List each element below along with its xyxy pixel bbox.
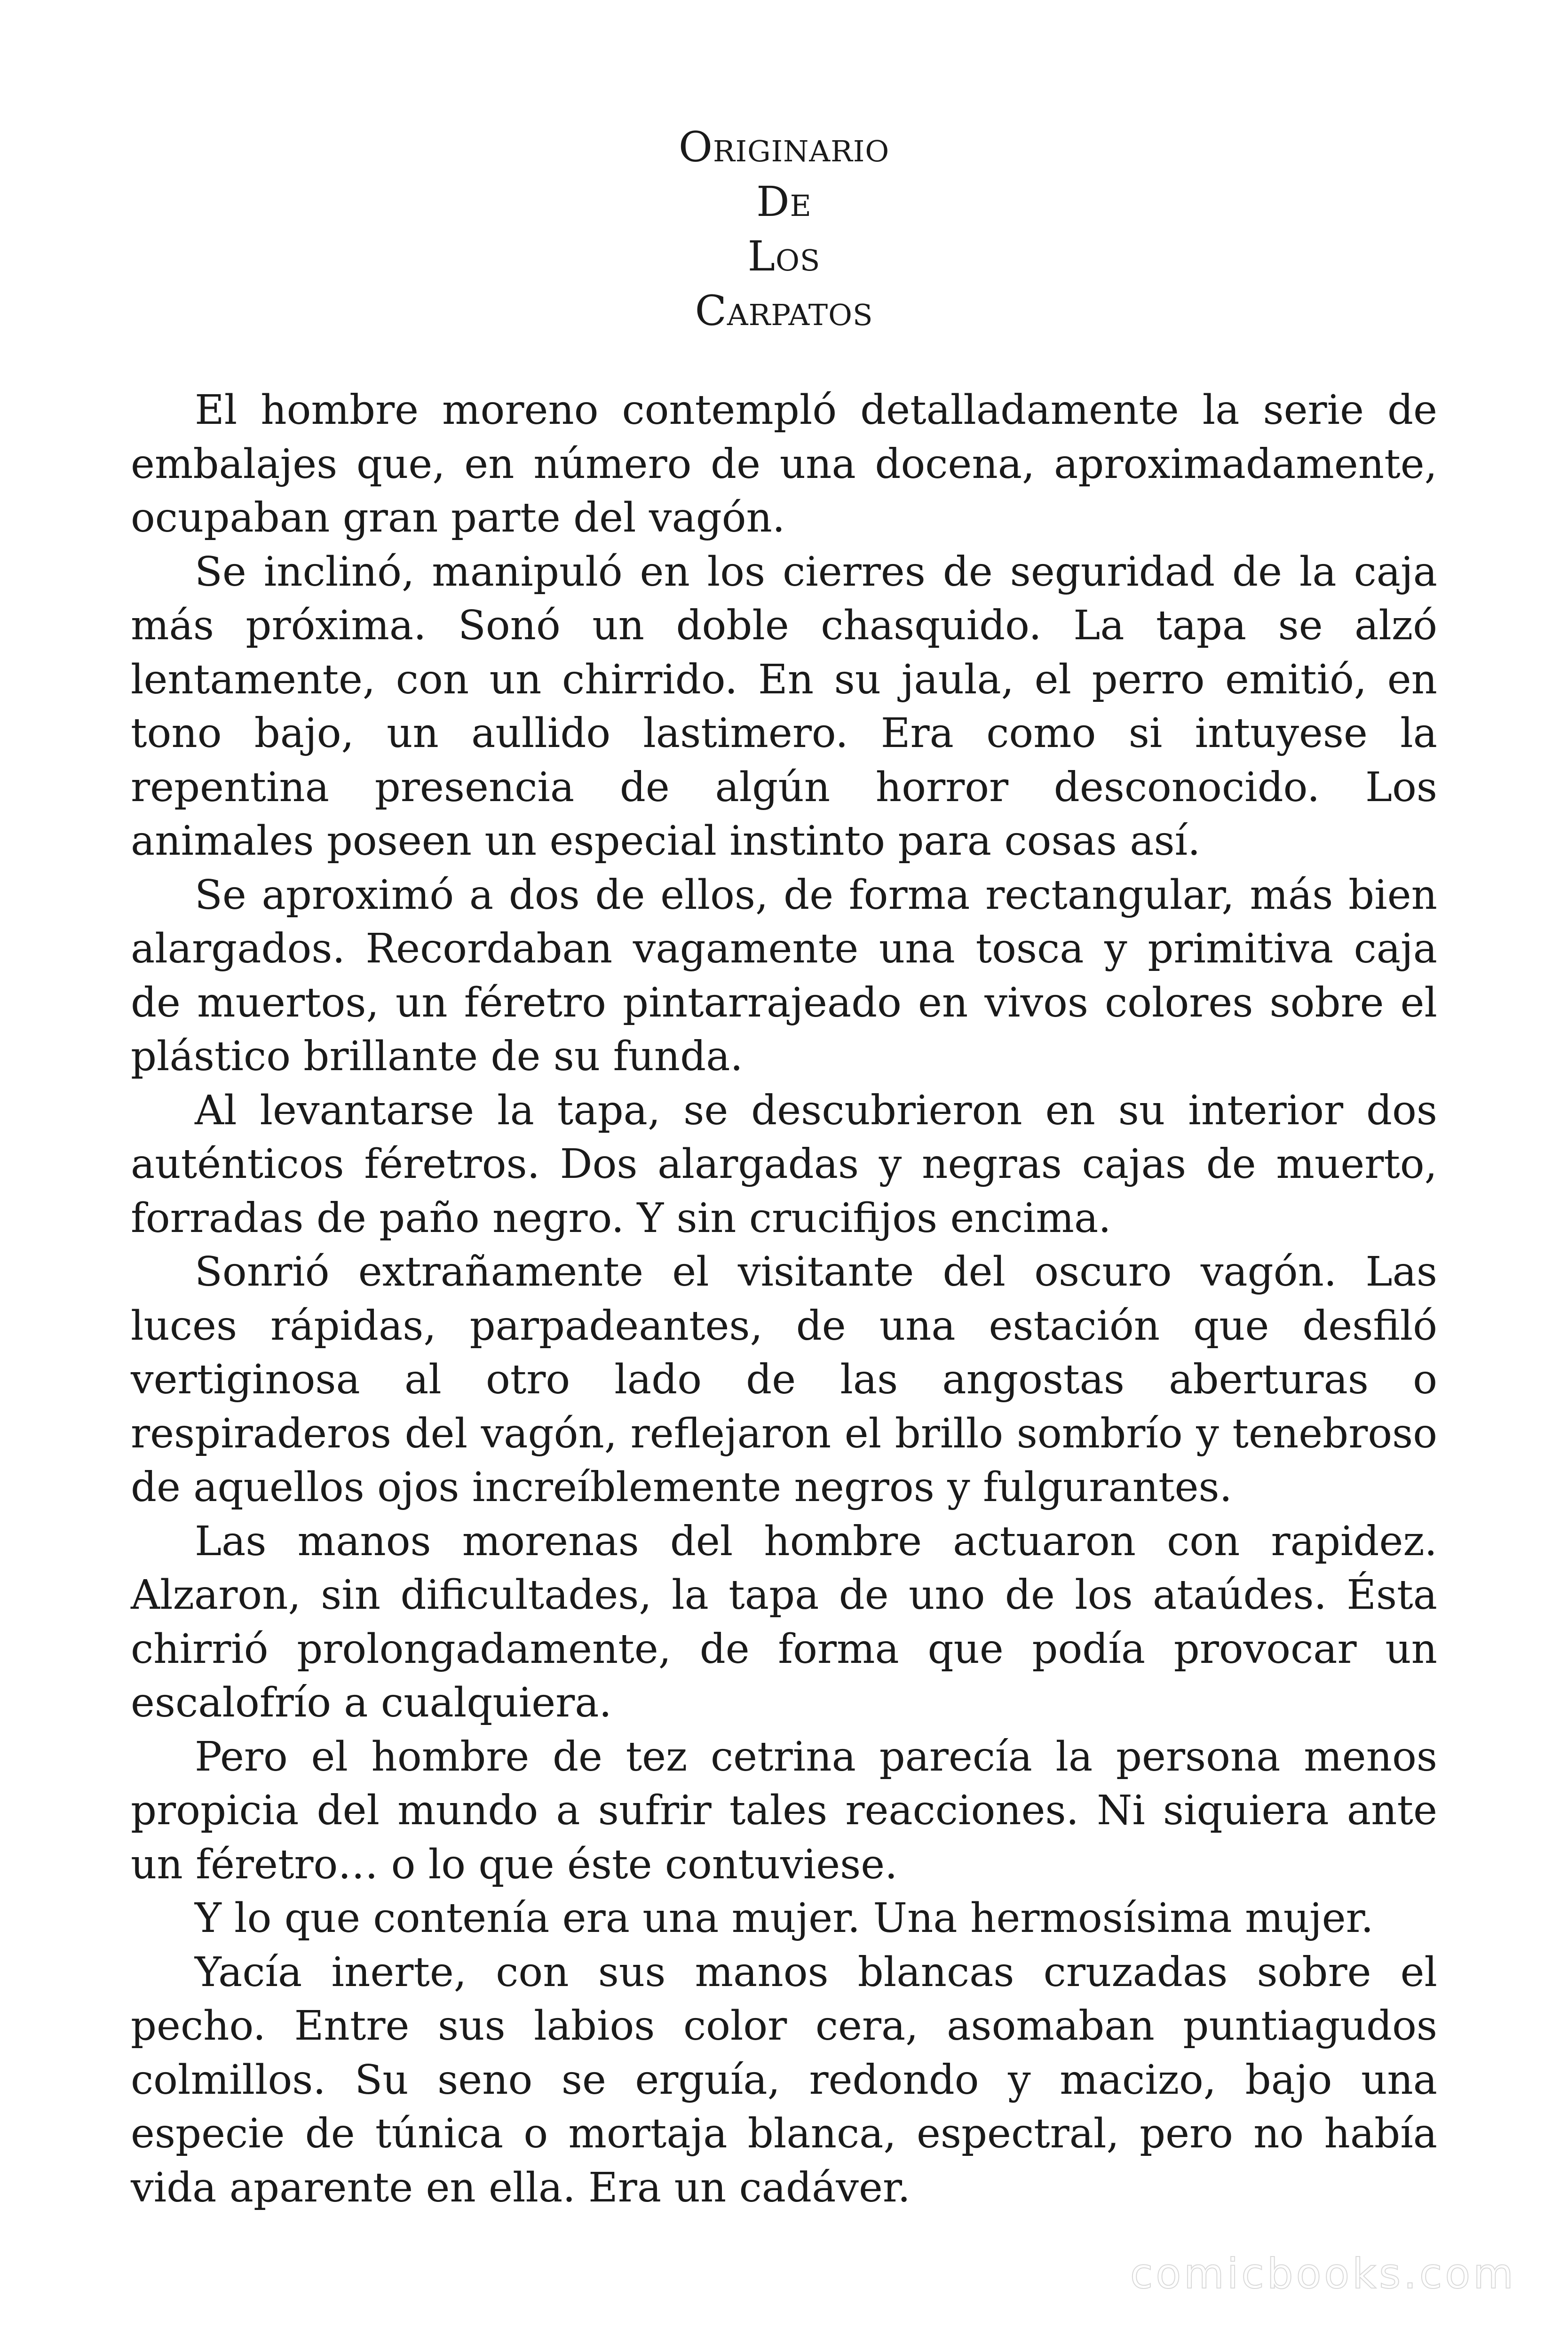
- paragraph: Sonrió extrañamente el visitante del oscuro vagón. Las luces rápidas, parpadeantes, de una estación que desfiló vertiginosa al otro lado de las angostas aberturas o respiraderos del vagón, reflejaron el brillo sombrío y tenebroso de aquellos ojos increíblemente negros y fulgurantes.: [131, 1248, 1437, 1511]
- paragraph: El hombre moreno contempló detalladamente la serie de embalajes que, en número de una docena, aproximadamente, ocupaban gran parte del vagón.: [131, 387, 1437, 541]
- chapter-title-line: Originario: [678, 123, 890, 171]
- paragraph: Y lo que contenía era una mujer. Una hermosísima mujer.: [195, 1895, 1374, 1942]
- paragraph: Yacía inerte, con sus manos blancas cruzadas sobre el pecho. Entre sus labios color cera, asomaban puntiagudos colmillos. Su seno se erguía, redondo y macizo, bajo una especie de túnica o mortaja blanca, espectral, pero no había vida aparente en ella. Era un cadáver.: [131, 1948, 1437, 2211]
- chapter-title-line: Los: [747, 232, 821, 280]
- paragraph: Al levantarse la tapa, se descubrieron en su interior dos auténticos féretros. Dos alargadas y negras cajas de muerto, forradas de paño negro. Y sin crucifijos encima.: [131, 1087, 1437, 1242]
- paragraph: Las manos morenas del hombre actuaron con rapidez. Alzaron, sin dificultades, la tapa de uno de los ataúdes. Ésta chirrió prolongadamente, de forma que podía provocar un escalofrío a cualquiera.: [131, 1518, 1437, 1726]
- watermark: comicbooks.com: [1130, 2249, 1516, 2298]
- body-text: [131, 383, 1437, 2215]
- chapter-title-line: De: [756, 177, 812, 226]
- paragraph: Se inclinó, manipuló en los cierres de seguridad de la caja más próxima. Sonó un doble chasquido. La tapa se alzó lentamente, con un chirrido. En su jaula, el perro emitió, en tono bajo, un aullido lastimero. Era como si intuyese la repentina presencia de algún horror desconocido. Los animales poseen un especial instinto para cosas así.: [131, 548, 1437, 865]
- paragraph: Pero el hombre de tez cetrina parecía la persona menos propicia del mundo a sufrir tales reacciones. Ni siquiera ante un féretro… o lo que éste contuviese.: [131, 1733, 1437, 1888]
- chapter-title-line: Carpatos: [695, 286, 873, 335]
- paragraph: Se aproximó a dos de ellos, de forma rectangular, más bien alargados. Recordaban vagamente una tosca y primitiva caja de muertos, un féretro pintarrajeado en vivos colores sobre el plástico brillante de su funda.: [131, 871, 1437, 1080]
- chapter-title: [0, 120, 1568, 338]
